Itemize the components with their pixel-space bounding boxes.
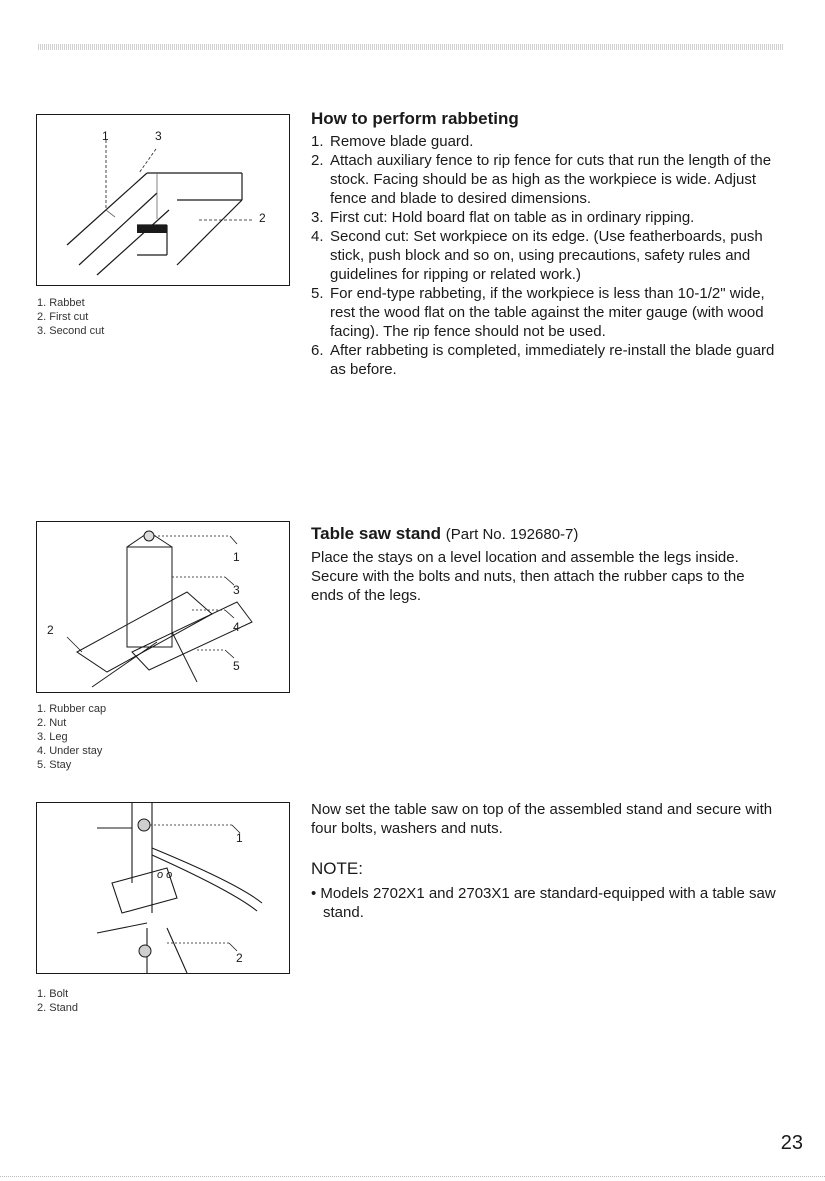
legend-item: 3. Leg [37, 731, 68, 743]
stand-callout-5: 5 [233, 659, 240, 673]
top-rule [38, 44, 783, 50]
rabbeting-steps [311, 132, 781, 379]
legend-item: 2. Stand [37, 1002, 78, 1014]
bottom-rule [0, 1176, 825, 1178]
legend-item: 2. Nut [37, 717, 67, 729]
rabbeting-title: How to perform rabbeting [311, 109, 519, 128]
rabbet-callout-3: 3 [155, 129, 162, 143]
mount-legend [37, 987, 78, 1015]
legend-item: 1. Rubber cap [37, 703, 107, 715]
note-bullet: • Models 2702X1 and 2703X1 are standard-equipped with a table saw stand. [311, 885, 776, 921]
legend-item: 3. Second cut [37, 325, 105, 337]
rabbet-illustration [37, 115, 289, 285]
svg-text:o o: o o [157, 869, 173, 881]
step-item: 6. After rabbeting is completed, immediately re-install the blade guard as before. [311, 342, 775, 378]
mount-section [311, 800, 781, 922]
step-item: 4. Second cut: Set workpiece on its edge. (Use featherboards, push stick, push block and so on, using precautions, safety rules and guidelines for ripping or related work.) [311, 228, 763, 283]
mount-figure [36, 802, 290, 974]
legend-item: 2. First cut [37, 311, 89, 323]
rabbeting-section [311, 108, 781, 379]
rabbet-legend [37, 296, 104, 338]
stand-callout-1: 1 [233, 550, 240, 564]
mount-callout-2: 2 [236, 951, 243, 965]
legend-item: 1. Rabbet [37, 297, 85, 309]
step-item: 3. First cut: Hold board flat on table as in ordinary ripping. [311, 209, 695, 226]
stand-callout-4: 4 [233, 620, 240, 634]
legend-item: 5. Stay [37, 759, 72, 771]
note-heading: NOTE: [311, 859, 363, 878]
page-number: 23 [780, 1132, 803, 1154]
stand-callout-3: 3 [233, 583, 240, 597]
rabbet-figure [36, 114, 290, 286]
stand-legend [37, 702, 106, 772]
step-item: 1. Remove blade guard. [311, 133, 474, 150]
legend-item: 4. Under stay [37, 745, 103, 757]
mount-body: Now set the table saw on top of the assembled stand and secure with four bolts, washers and nuts. [311, 801, 773, 837]
stand-callout-2: 2 [47, 623, 54, 637]
step-item: 2. Attach auxiliary fence to rip fence for cuts that run the length of the stock. Facing should be as high as the workpiece is wide. Adjust fence and blade to desired dimensions. [311, 152, 772, 207]
legend-item: 1. Bolt [37, 988, 69, 1000]
stand-figure [36, 521, 290, 693]
rabbet-callout-2: 2 [259, 211, 266, 225]
stand-title: Table saw stand (Part No. 192680-7) [311, 524, 579, 543]
stand-section [311, 523, 781, 605]
rabbet-callout-1: 1 [102, 129, 109, 143]
mount-illustration [37, 803, 289, 973]
stand-body: Place the stays on a level location and assemble the legs inside. Secure with the bolts and nuts, then attach the rubber caps to the ends of the legs. [311, 549, 745, 604]
step-item: 5. For end-type rabbeting, if the workpiece is less than 10-1/2" wide, rest the wood flat on the table against the miter gauge (with wood facing). The rip fence should not be used. [311, 285, 765, 340]
mount-callout-1: 1 [236, 831, 243, 845]
part-number: (Part No. 192680-7) [445, 526, 579, 543]
stand-illustration [37, 522, 289, 692]
